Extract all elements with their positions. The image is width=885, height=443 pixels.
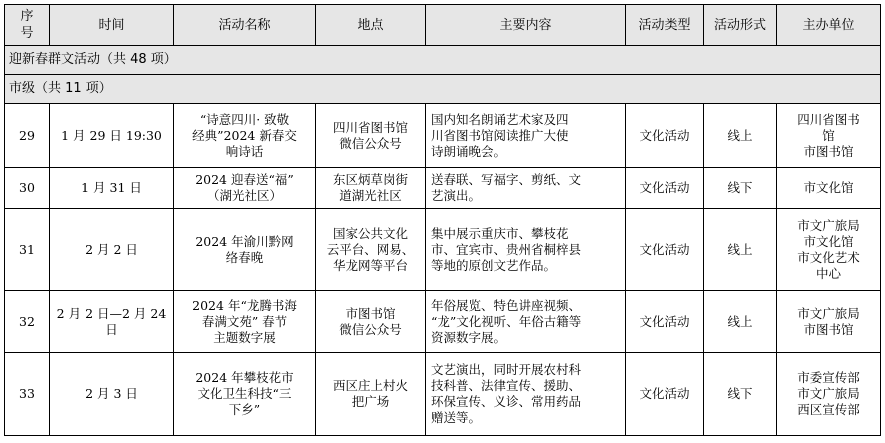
cell-name: [174, 353, 316, 436]
cell-type: 文化活动: [626, 291, 704, 353]
cell-line: 东区炳草岗街: [332, 172, 408, 187]
cell-name: [174, 168, 316, 209]
cell-place: [316, 291, 426, 353]
header-name: 活动名称: [174, 5, 316, 46]
cell-form: 线上: [704, 104, 777, 168]
header-no: 序号: [5, 5, 50, 46]
cell-time: 2 月 2 日: [50, 209, 174, 291]
cell-form: 线下: [704, 168, 777, 209]
cell-line: 2024 年渝川黔网: [195, 233, 294, 249]
cell-content: [426, 209, 626, 291]
cell-line: 下乡”: [228, 402, 261, 417]
cell-time: 2 月 3 日: [50, 353, 174, 436]
cell-line: 把广场: [351, 394, 390, 409]
header-time: 时间: [50, 5, 174, 46]
cell-line: 微信公众号: [339, 135, 402, 151]
cell-line: 文艺演出，同时开展农村科: [431, 362, 582, 377]
cell-line: “诗意四川· 致敬: [199, 111, 290, 127]
cell-line: 诗朗诵晚会。: [431, 143, 507, 159]
cell-line: 市文化馆: [803, 180, 854, 195]
cell-name: [174, 209, 316, 291]
cell-line: 市委宣传部: [797, 370, 860, 385]
cell-org: [777, 104, 881, 168]
cell-line: 送春联、写福字、剪纸、文: [431, 172, 582, 187]
cell-type: 文化活动: [626, 209, 704, 291]
header-org: 主办单位: [777, 5, 881, 46]
cell-content: [426, 353, 626, 436]
cell-time: 1 月 31 日: [50, 168, 174, 209]
cell-time: 1 月 29 日 19:30: [50, 104, 174, 168]
cell-line: 艺演出。: [431, 188, 482, 203]
cell-form: 线下: [704, 353, 777, 436]
subsection-title: 市级（共 11 项）: [5, 75, 881, 104]
section-title: 迎新春群文活动（共 48 项）: [5, 46, 881, 75]
cell-line: 文化卫生科技“三: [197, 386, 292, 401]
cell-line: 微信公众号: [339, 321, 402, 337]
cell-content: [426, 291, 626, 353]
cell-place: [316, 353, 426, 436]
cell-line: 年俗展览、特色讲座视频、: [431, 297, 582, 313]
cell-line: 国家公共文化: [332, 225, 408, 241]
cell-line: 市图书馆: [345, 305, 396, 321]
cell-line: “龙”文化视听、年俗古籍等: [431, 313, 582, 329]
header-form: 活动形式: [704, 5, 777, 46]
cell-line: 集中展示重庆市、攀枝花: [431, 225, 569, 241]
cell-name: [174, 291, 316, 353]
cell-org: [777, 353, 881, 436]
cell-line: 市文化艺术: [797, 249, 860, 265]
table-row: [5, 291, 881, 353]
cell-name: [174, 104, 316, 168]
header-place: 地点: [316, 5, 426, 46]
cell-line: 西区宣传部: [797, 402, 860, 417]
cell-line: 中心: [815, 265, 841, 281]
header-content: 主要内容: [426, 5, 626, 46]
cell-place: [316, 168, 426, 209]
cell-no: 32: [5, 291, 50, 353]
cell-line: 等地的原创文艺作品。: [431, 257, 557, 273]
cell-line: 技科普、法律宣传、援助、: [431, 378, 582, 393]
cell-line: 2024 迎春送“福”: [195, 172, 294, 187]
cell-org: [777, 209, 881, 291]
cell-time: 2 月 2 日—2 月 24 日: [50, 291, 174, 353]
table-row: [5, 209, 881, 291]
cell-line: 络春晚: [225, 249, 264, 265]
cell-line: 赠送等。: [431, 410, 482, 425]
cell-line: 华龙网等平台: [332, 257, 408, 273]
cell-no: 30: [5, 168, 50, 209]
cell-no: 33: [5, 353, 50, 436]
cell-no: 29: [5, 104, 50, 168]
cell-line: 西区庄上村火: [332, 378, 408, 393]
cell-form: 线上: [704, 291, 777, 353]
table-row: [5, 353, 881, 436]
cell-line: 2024 年“龙腾书海: [192, 297, 297, 313]
table-row: [5, 104, 881, 168]
cell-line: 资源数字展。: [431, 329, 507, 345]
table-header-row: [5, 5, 881, 46]
cell-type: 文化活动: [626, 353, 704, 436]
cell-line: 四川省图书: [797, 111, 860, 127]
cell-line: 主题数字展: [213, 329, 276, 345]
cell-line: 市、宜宾市、贵州省桐梓县: [431, 241, 582, 257]
table-row: [5, 168, 881, 209]
cell-line: 市图书馆: [803, 321, 854, 337]
cell-line: 春满文苑” 春节: [201, 313, 288, 329]
cell-line: 四川省图书馆: [332, 119, 408, 135]
cell-line: 馆: [822, 127, 835, 143]
cell-line: 响诗话: [225, 143, 264, 159]
cell-line: 市图书馆: [803, 143, 854, 159]
cell-org: [777, 168, 881, 209]
cell-line: （湖光社区）: [206, 188, 282, 203]
cell-line: 市文化馆: [803, 233, 854, 249]
cell-no: 31: [5, 209, 50, 291]
cell-line: 经典”2024 新春交: [192, 127, 297, 143]
cell-line: 市文广旅局: [797, 386, 860, 401]
cell-line: 道湖光社区: [339, 188, 402, 203]
cell-type: 文化活动: [626, 168, 704, 209]
section-row: [5, 46, 881, 75]
cell-line: 川省图书馆阅读推广大使: [431, 127, 569, 143]
cell-content: [426, 104, 626, 168]
cell-line: 2024 年攀枝花市: [195, 370, 294, 385]
cell-line: 国内知名朗诵艺术家及四: [431, 111, 569, 127]
cell-line: 云平台、网易、: [326, 241, 415, 257]
header-type: 活动类型: [626, 5, 704, 46]
cell-org: [777, 291, 881, 353]
cell-type: 文化活动: [626, 104, 704, 168]
cell-line: 市文广旅局: [797, 305, 860, 321]
activity-table: [4, 4, 881, 436]
cell-form: 线上: [704, 209, 777, 291]
cell-place: [316, 209, 426, 291]
cell-line: 市文广旅局: [797, 217, 860, 233]
cell-place: [316, 104, 426, 168]
cell-content: [426, 168, 626, 209]
section-row: [5, 75, 881, 104]
cell-line: 环保宣传、义诊、常用药品: [431, 394, 582, 409]
